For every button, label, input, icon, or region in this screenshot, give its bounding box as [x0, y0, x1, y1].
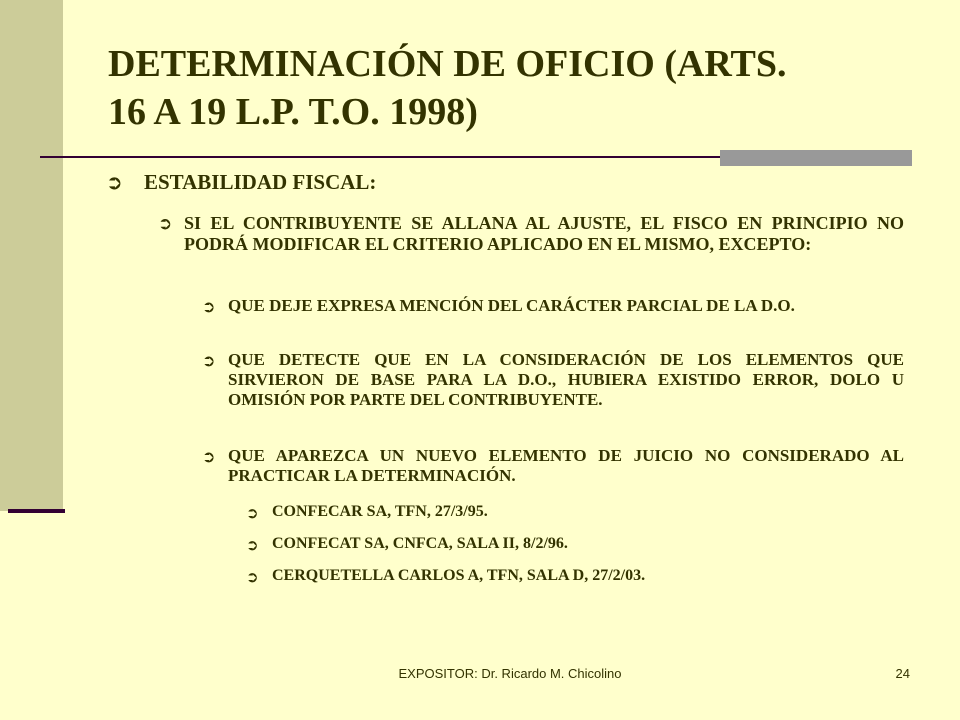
bullet-text: QUE APAREZCA UN NUEVO ELEMENTO DE JUICIO NO CONSIDERADO AL PRACTICAR LA DETERMINACIÓN.: [228, 446, 904, 485]
bullet-text: ESTABILIDAD FISCAL:: [144, 170, 377, 194]
bullet-level-1: [106, 168, 906, 196]
slide-title-line-2: 16 A 19 L.P. T.O. 1998): [108, 91, 478, 133]
page-number: 24: [895, 666, 910, 681]
right-arrow-icon: ➲: [246, 536, 259, 554]
slide-title: [108, 40, 928, 136]
right-arrow-icon: ➲: [106, 170, 123, 194]
left-accent-underline: [8, 509, 65, 513]
right-arrow-icon: ➲: [202, 297, 216, 316]
bullet-text: SI EL CONTRIBUYENTE SE ALLANA AL AJUSTE, EL FISCO EN PRINCIPIO NO PODRÁ MODIFICAR EL CRITERIO APLICADO EN EL MISMO, EXCEPTO:: [184, 213, 904, 254]
bullet-level-4: [246, 534, 906, 554]
bullet-text: QUE DEJE EXPRESA MENCIÓN DEL CARÁCTER PARCIAL DE LA D.O.: [228, 296, 795, 315]
left-accent-bar: [0, 0, 63, 511]
right-arrow-icon: ➲: [246, 568, 259, 586]
bullet-text: QUE DETECTE QUE EN LA CONSIDERACIÓN DE LOS ELEMENTOS QUE SIRVIERON DE BASE PARA LA D.O., HUBIERA EXISTIDO ERROR, DOLO U OMISIÓN POR PARTE DEL CONTRIBUYENTE.: [228, 350, 904, 409]
bullet-text: CERQUETELLA CARLOS A, TFN, SALA D, 27/2/03.: [272, 567, 646, 584]
right-arrow-icon: ➲: [246, 504, 259, 522]
right-arrow-icon: ➲: [202, 447, 216, 466]
bullet-level-3: [202, 296, 904, 316]
footer-presenter: EXPOSITOR: Dr. Ricardo M. Chicolino: [398, 666, 622, 681]
bullet-text: CONFECAR SA, TFN, 27/3/95.: [272, 503, 488, 520]
bullet-level-3: [202, 350, 904, 410]
bullet-level-4: [246, 502, 906, 522]
bullet-text: CONFECAT SA, CNFCA, SALA II, 8/2/96.: [272, 535, 568, 552]
bullet-level-2: [158, 213, 904, 255]
right-arrow-icon: ➲: [158, 214, 173, 234]
bullet-level-3: [202, 446, 904, 486]
bullet-level-4: [246, 566, 906, 586]
title-divider-accent: [720, 150, 912, 166]
right-arrow-icon: ➲: [202, 351, 216, 370]
slide-title-line-1: DETERMINACIÓN DE OFICIO (ARTS.: [108, 43, 787, 85]
